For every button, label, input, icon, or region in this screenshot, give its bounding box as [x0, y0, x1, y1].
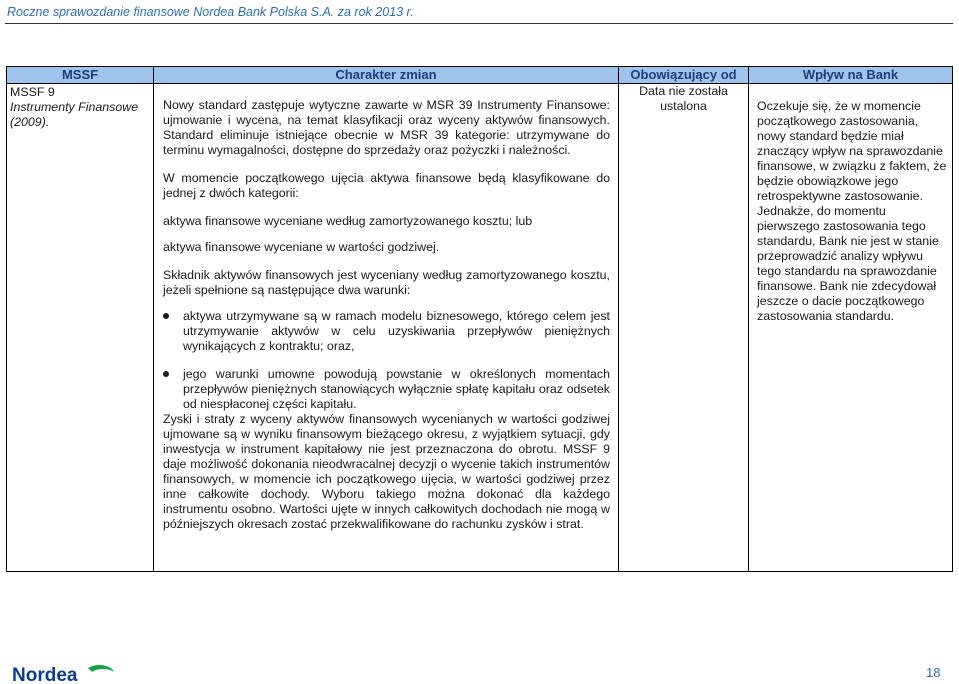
- description-paragraph: Zyski i straty z wyceny aktywów finansowych wycenianych w wartości godziwej ujmowane są w wyniku finansowym bieżącego okresu, z wyjątkiem sytuacji, gdy inwestycja w instrument kapitałowy nie jest przeznaczona do obrotu. MSSF 9 daje możliwość dokonania nieodwracalnej decyzji o wycenie takich instrumentów finansowych, w momencie ich początkowego ujęcia, w wartości godziwej przez inne całkowite dochody. Wyboru takiego można dokonać dla każdego instrumentu osobno. Wartości ujęte w innych całkowitych dochodach nie mogą w późniejszych okresach zostać przekwalifikowane do rachunku zysków i strat.: [163, 412, 610, 531]
- table-row: [7, 84, 953, 572]
- bullet-icon: [163, 371, 169, 377]
- description-paragraph: W momencie początkowego ujęcia aktywa finansowe będą klasyfikowane do jednej z dwóch kategorii:: [163, 171, 610, 200]
- effective-date-text: Data nie została ustalona: [639, 84, 728, 113]
- bullet-icon: [163, 313, 169, 319]
- list-item-text: aktywa utrzymywane są w ramach modelu biznesowego, którego celem jest utrzymywanie aktywów w celu uzyskiwania przepływów pieniężnych wynikających z kontraktu; oraz,: [183, 309, 610, 353]
- column-header-charakter: Charakter zmian: [154, 67, 619, 84]
- table-header-row: [7, 67, 953, 84]
- column-header-wplyw: Wpływ na Bank: [749, 67, 953, 84]
- effective-date-cell: [619, 84, 749, 572]
- logo-swoosh-icon: [88, 665, 114, 672]
- standards-table: [6, 66, 953, 572]
- impact-cell: [749, 84, 953, 572]
- standard-name: MSSF 9: [10, 85, 55, 99]
- list-item: [163, 309, 610, 354]
- column-header-mssf: MSSF: [7, 67, 154, 84]
- description-cell: [154, 84, 619, 572]
- nordea-logo: [12, 664, 122, 684]
- description-paragraph: aktywa finansowe wyceniane według zamortyzowanego kosztu; lub: [163, 214, 533, 228]
- standard-subtitle: Instrumenty Finansowe (2009).: [10, 100, 139, 129]
- header-divider: [5, 23, 953, 24]
- page-number: 18: [926, 665, 941, 680]
- list-item: [163, 367, 610, 412]
- list-item-text: jego warunki umowne powodują powstanie w określonych momentach przepływów pieniężnych stanowiących wyłącznie spłatę kapitału oraz odsetek od niespłaconej części kapitału.: [183, 367, 610, 411]
- conditions-list: [163, 309, 610, 412]
- document-title: Roczne sprawozdanie finansowe Nordea Bank Polska S.A. za rok 2013 r.: [7, 5, 414, 19]
- description-paragraph: Składnik aktywów finansowych jest wyceniany według zamortyzowanego kosztu, jeżeli spełnione są następujące dwa warunki:: [163, 268, 610, 297]
- impact-text: Oczekuje się, że w momencie początkowego zastosowania, nowy standard będzie miał znaczący wpływ na sprawozdanie finansowe, w związku z faktem, że będzie obowiązkowe jego retrospektywne zastosowanie. Jednakże, do momentu pierwszego zastosowania tego standardu, Bank nie jest w stanie przeprowadzić analizy wpływu tego standardu na sprawozdanie finansowe. Bank nie zdecydował jeszcze o dacie początkowego zastosowania standardu.: [757, 99, 947, 323]
- description-paragraph: aktywa finansowe wyceniane w wartości godziwej.: [163, 240, 440, 254]
- logo-wordmark: Nordea: [12, 665, 78, 684]
- standard-cell: [7, 84, 154, 572]
- description-paragraph: Nowy standard zastępuje wytyczne zawarte w MSR 39 Instrumenty Finansowe: ujmowanie i wycena, na temat klasyfikacji oraz wyceny aktywów finansowych. Standard eliminuje istniejące obecnie w MSR 39 kategorie: utrzymywane do terminu wymagalności, dostępne do sprzedaży oraz pożyczki i należności.: [163, 98, 610, 157]
- column-header-obowiazujacy: Obowiązujący od: [619, 67, 749, 84]
